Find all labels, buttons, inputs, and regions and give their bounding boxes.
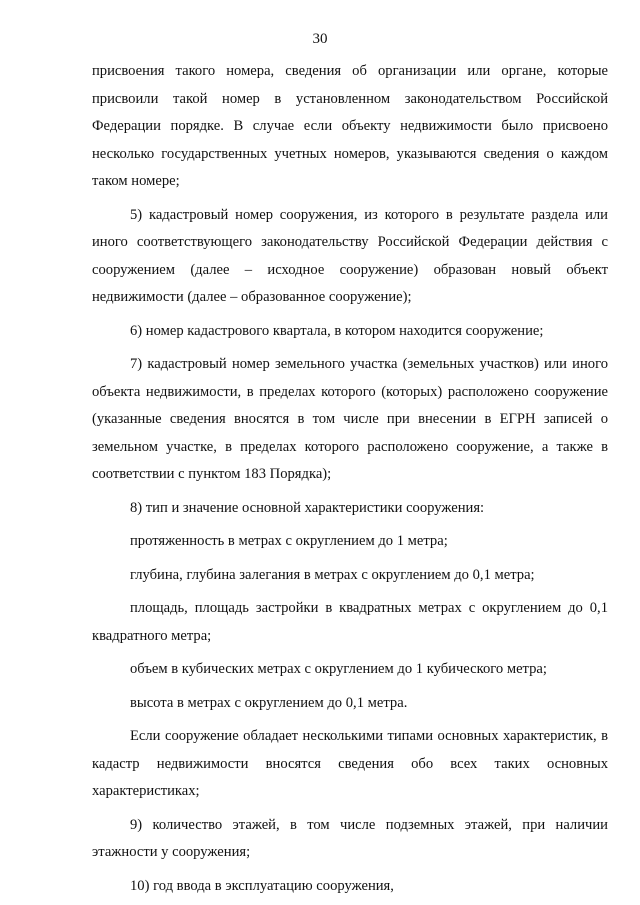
paragraph-continuation: присвоения такого номера, сведения об организации или органе, которые присвоили такой номер в установленном законодательством Российской Федерации порядке. В случае если объекту недвижимости было присвоено несколько государственных учетных номеров, указываются сведения о каждом таком номере; (92, 63, 608, 189)
paragraph-item-9: 9) количество этажей, в том числе подземных этажей, при наличии этажности у сооружения; (92, 816, 608, 860)
paragraph-item-6: 6) номер кадастрового квартала, в котором находится сооружение; (130, 322, 544, 339)
paragraph-area: площадь, площадь застройки в квадратных метрах с округлением до 0,1 квадратного метра; (92, 600, 608, 644)
paragraph-item-5: 5) кадастровый номер сооружения, из которого в результате раздела или иного соответствующего законодательству Российской Федерации действия с сооружением (далее – исходное сооружение) образован новый объект недвижимости (далее – образованное сооружение); (92, 206, 608, 305)
paragraph-height: высота в метрах с округлением до 0,1 метра. (130, 694, 408, 711)
page-number: 30 (312, 31, 328, 47)
paragraph-multiple-types: Если сооружение обладает несколькими типами основных характеристик, в кадастр недвижимости вносятся сведения обо всех таких основных характеристиках; (92, 728, 608, 799)
paragraph-depth: глубина, глубина залегания в метрах с округлением до 0,1 метра; (130, 566, 535, 583)
paragraph-item-8: 8) тип и значение основной характеристики сооружения: (130, 499, 485, 516)
paragraph-item-7: 7) кадастровый номер земельного участка (земельных участков) или иного объекта недвижимости, в пределах которого (которых) расположено сооружение (указанные сведения вносятся в том числе при внесении в ЕГРН записей о земельном участке, в пределах которого расположено сооружение, а также в соответствии с пунктом 183 Порядка); (92, 356, 608, 482)
paragraph-item-10: 10) год ввода в эксплуатацию сооружения, (130, 877, 394, 894)
document-body (92, 58, 608, 900)
paragraph-volume: объем в кубических метрах с округлением до 1 кубического метра; (130, 661, 547, 677)
paragraph-length: протяженность в метрах с округлением до 1 метра; (130, 533, 448, 549)
